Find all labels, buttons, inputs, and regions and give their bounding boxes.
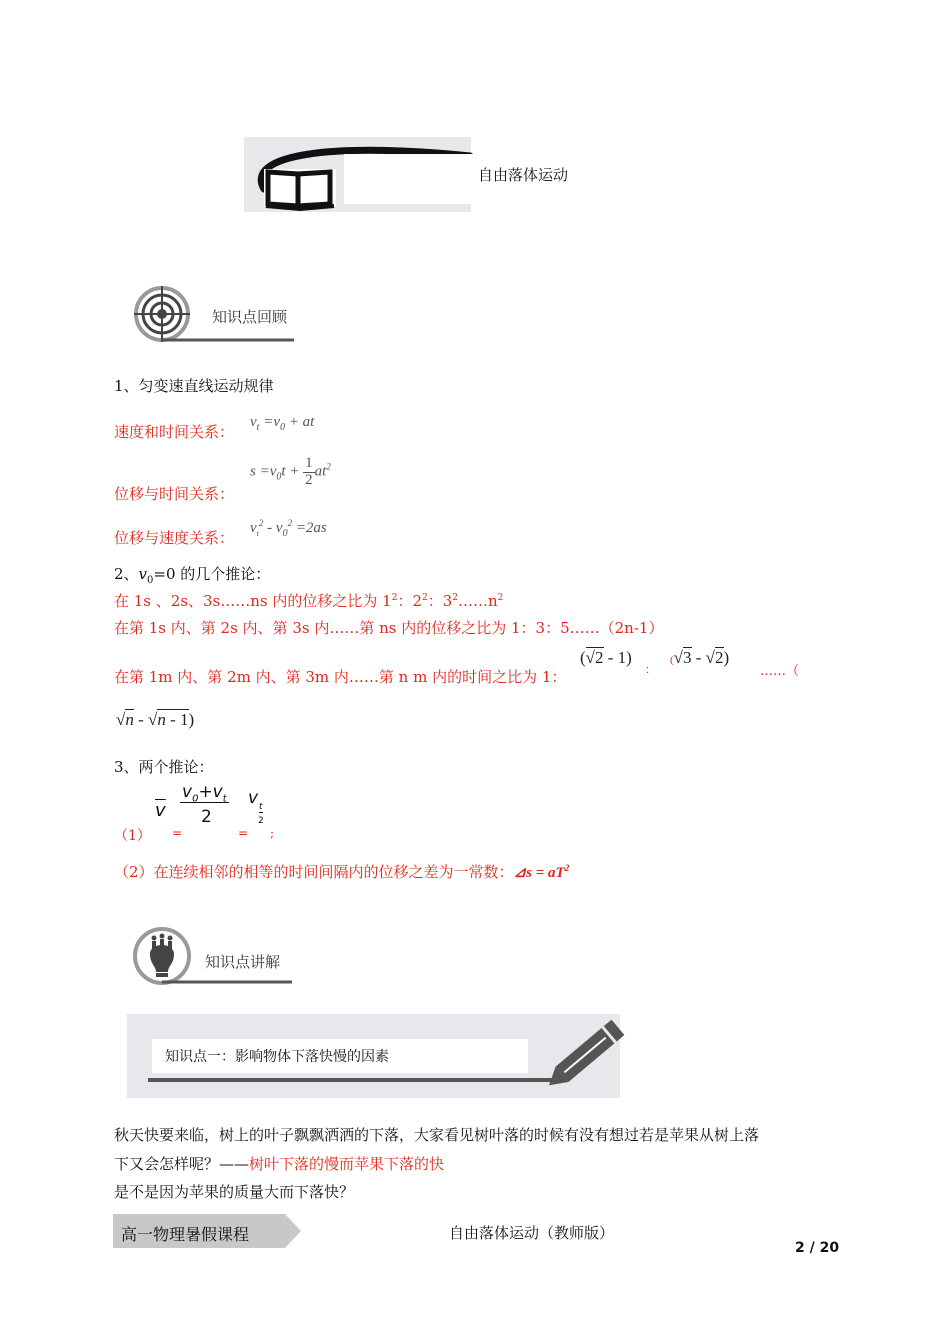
pencil-icon — [140, 1020, 640, 1090]
book-icon — [244, 134, 474, 214]
inference-1-end: ; — [270, 826, 275, 840]
review-item3-title: 3、两个推论： — [114, 758, 214, 776]
time-ratio-ellipsis: ……（ — [760, 664, 800, 679]
inference-1-eq2: = — [238, 826, 249, 840]
displacement-time-formula: $s =v_0t$ + $\frac{1}{2}$ $at^2$ — [250, 455, 331, 488]
footer-title: 自由落体运动（教师版） — [449, 1224, 615, 1242]
time-ratio-formula: (√2 - 1) — [580, 648, 632, 667]
footer-course: 高一物理暑假课程 — [121, 1225, 250, 1244]
time-ratio-term2: (√3 - √2) — [670, 648, 730, 667]
average-velocity-formula: $\overline{v}$ $v_0+v_t$ 2 v t 2 — [155, 782, 264, 827]
knowledge-point-title: 知识点一：影响物体下落快慢的因素 — [165, 1049, 389, 1065]
inference-1-eq1: = — [172, 826, 183, 840]
review-item2-title: 2、$v_0=0$ 的几个推论： — [114, 565, 271, 586]
section-explain-label: 知识点讲解 — [205, 953, 281, 971]
displacement-velocity-label: 位移与速度关系： — [114, 529, 235, 547]
body-paragraph-1: 秋天快要来临，树上的叶子飘飘洒洒的下落，大家看见树叶落的时候有没有想过若是苹果从树上落 — [114, 1126, 760, 1144]
velocity-time-label: 速度和时间关系： — [114, 423, 235, 441]
ratio-line-a: 在 1s 、2s、3s……ns 内的位移之比为 $1^2$：$2^2$：$3^2\dots\dots n^2$ — [114, 592, 504, 610]
page-number: 2 / 20 — [795, 1240, 840, 1256]
ratio-line-b: 在第 1s 内、第 2s 内、第 3s 内……第 ns 内的位移之比为 1：3：5……（2n-1） — [114, 619, 664, 637]
page-title: 自由落体运动 — [478, 166, 569, 184]
ratio-line-c: 在第 1m 内、第 2m 内、第 3m 内……第 n m 内的时间之比为 1： — [114, 668, 567, 686]
body-paragraph-2: 下又会怎样呢？——树叶下落的慢而苹果下落的快 — [114, 1155, 445, 1173]
review-item1-title: 1、匀变速直线运动规律 — [114, 377, 274, 395]
inference-1-label: （1） — [114, 828, 151, 844]
inference-2: （2）在连续相邻的相等的时间间隔内的位移之差为一常数：⊿s = $aT^2$ — [114, 863, 570, 881]
time-ratio-term-n: √n - √n - 1) — [116, 710, 195, 729]
velocity-time-formula: $v_t =v_0$ + at — [250, 414, 315, 433]
time-ratio-sep: ： — [645, 663, 656, 676]
section-review-label: 知识点回顾 — [212, 308, 288, 326]
displacement-time-label: 位移与时间关系： — [114, 485, 235, 503]
displacement-velocity-formula: $v_t^2 - v_0^2 =2as$ — [250, 518, 327, 539]
body-paragraph-3: 是不是因为苹果的质量大而下落快？ — [114, 1183, 355, 1201]
